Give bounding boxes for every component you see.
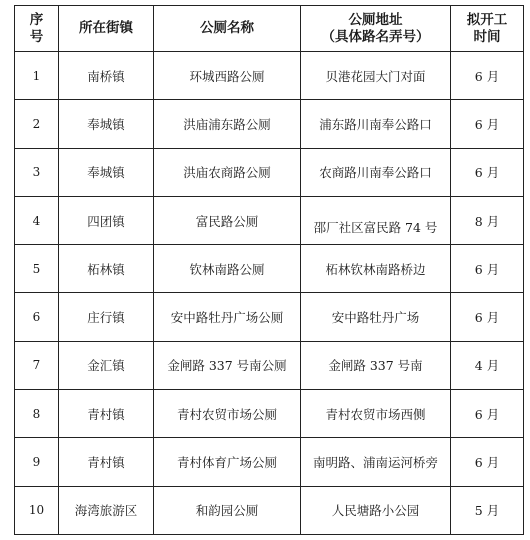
cell-name: 洪庙浦东路公厕 (154, 100, 301, 148)
cell-no: 2 (15, 100, 59, 148)
cell-town: 青村镇 (59, 438, 154, 486)
cell-town: 海湾旅游区 (59, 486, 154, 534)
cell-month: 5 月 (451, 486, 524, 534)
header-month-line1: 拟开工 (466, 11, 508, 28)
cell-address: 农商路川南奉公路口 (301, 148, 451, 196)
cell-no: 5 (15, 245, 59, 293)
cell-name: 青村农贸市场公厕 (154, 390, 301, 438)
cell-address: 南明路、浦南运河桥旁 (301, 438, 451, 486)
header-address-line2: （具体路名弄号） (321, 28, 430, 45)
header-address-line1: 公厕地址 (348, 11, 403, 28)
header-address (301, 6, 451, 52)
cell-name: 金闸路 337 号南公厕 (154, 341, 301, 389)
header-month-line2: 时间 (473, 28, 501, 45)
cell-no: 4 (15, 196, 59, 244)
cell-name: 安中路牡丹广场公厕 (154, 293, 301, 341)
cell-no: 3 (15, 148, 59, 196)
cell-name: 环城西路公厕 (154, 52, 301, 100)
header-row (15, 6, 524, 52)
cell-town: 金汇镇 (59, 341, 154, 389)
cell-name: 和韵园公厕 (154, 486, 301, 534)
header-no-line2: 号 (29, 28, 44, 45)
cell-name: 钦林南路公厕 (154, 245, 301, 293)
cell-month: 6 月 (451, 438, 524, 486)
cell-address-text: 邵厂社区富民路 74 号 (313, 219, 438, 235)
cell-month: 6 月 (451, 293, 524, 341)
table-row (15, 52, 524, 100)
table-row (15, 293, 524, 341)
header-town: 所在街镇 (59, 6, 154, 52)
cell-address: 浦东路川南奉公路口 (301, 100, 451, 148)
cell-month: 6 月 (451, 148, 524, 196)
cell-town: 青村镇 (59, 390, 154, 438)
cell-month: 6 月 (451, 390, 524, 438)
table-row (15, 438, 524, 486)
cell-month: 4 月 (451, 341, 524, 389)
cell-no: 1 (15, 52, 59, 100)
cell-no: 6 (15, 293, 59, 341)
cell-address: 贝港花园大门对面 (301, 52, 451, 100)
table-row (15, 100, 524, 148)
cell-town: 庄行镇 (59, 293, 154, 341)
cell-month: 6 月 (451, 52, 524, 100)
cell-name: 富民路公厕 (154, 196, 301, 244)
cell-address: 柘林钦林南路桥边 (301, 245, 451, 293)
cell-town: 奉城镇 (59, 100, 154, 148)
table-row (15, 196, 524, 244)
table-row (15, 341, 524, 389)
cell-name: 洪庙农商路公厕 (154, 148, 301, 196)
table-row (15, 390, 524, 438)
toilet-construction-table (14, 5, 524, 535)
cell-no: 7 (15, 341, 59, 389)
table-row (15, 245, 524, 293)
cell-no: 10 (15, 486, 59, 534)
cell-month: 6 月 (451, 100, 524, 148)
header-name: 公厕名称 (154, 6, 301, 52)
cell-no: 8 (15, 390, 59, 438)
cell-address: 安中路牡丹广场 (301, 293, 451, 341)
cell-address: 青村农贸市场西侧 (301, 390, 451, 438)
cell-address (301, 196, 451, 244)
cell-no: 9 (15, 438, 59, 486)
cell-town: 奉城镇 (59, 148, 154, 196)
cell-address: 人民塘路小公园 (301, 486, 451, 534)
cell-town: 柘林镇 (59, 245, 154, 293)
table-row (15, 486, 524, 534)
cell-town: 四团镇 (59, 196, 154, 244)
cell-town: 南桥镇 (59, 52, 154, 100)
cell-name: 青村体育广场公厕 (154, 438, 301, 486)
cell-month: 6 月 (451, 245, 524, 293)
header-no-line1: 序 (29, 11, 44, 28)
cell-address: 金闸路 337 号南 (301, 341, 451, 389)
cell-month: 8 月 (451, 196, 524, 244)
header-month (451, 6, 524, 52)
header-no (15, 6, 59, 52)
table-row (15, 148, 524, 196)
